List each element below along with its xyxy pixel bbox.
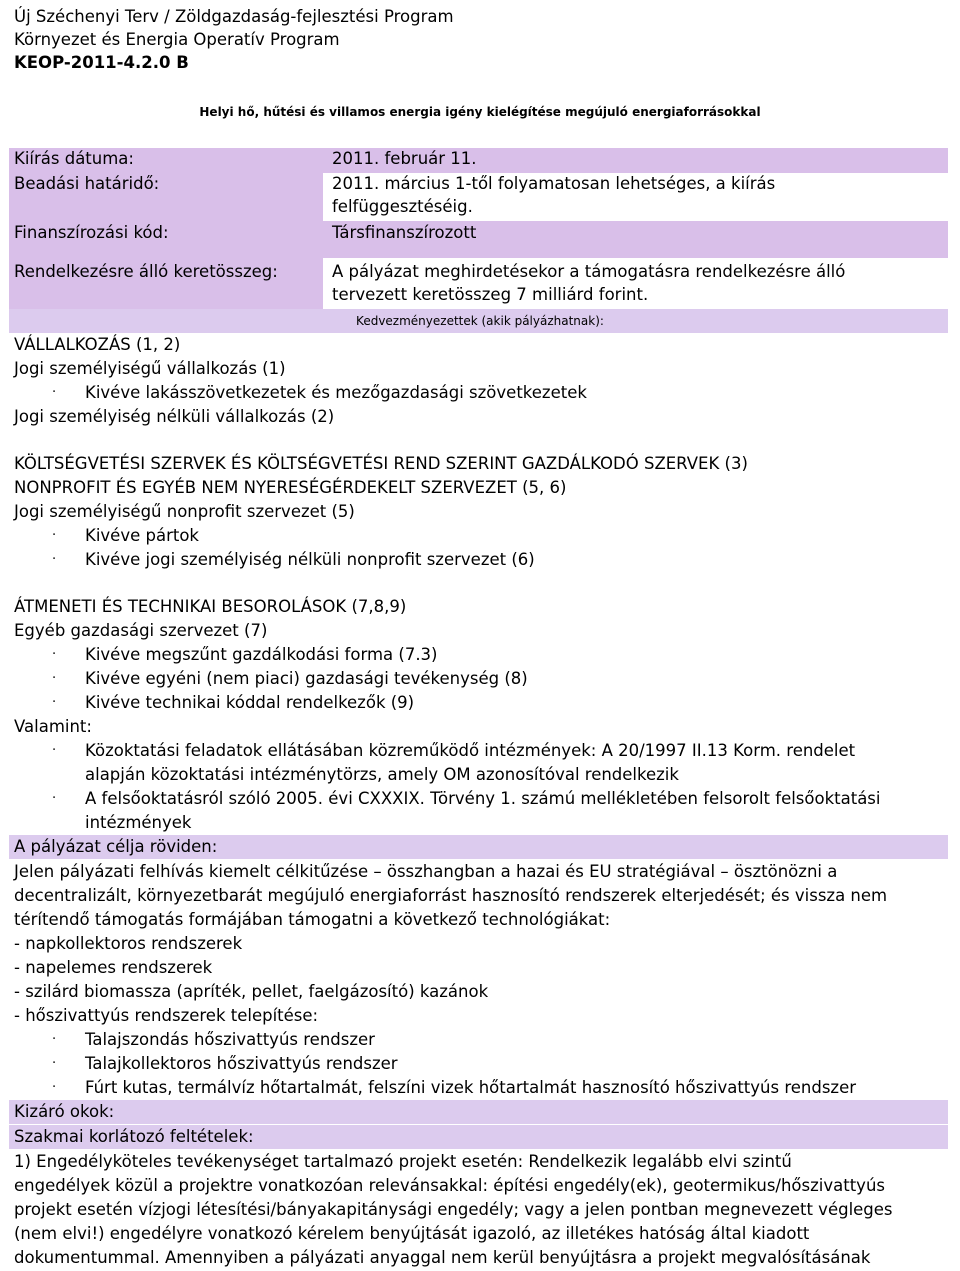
page-title: Helyi hő, hűtési és villamos energia igény kielégítése megújuló energiaforrásokkal [199,105,761,119]
purpose-heading: A pályázat célja röviden: [14,837,218,856]
list-item: - napelemes rendszerek [14,958,213,977]
list-item: Kivéve megszűnt gazdálkodási forma (7.3) [85,645,438,664]
financing-label: Finanszírozási kód: [14,223,169,242]
list-item: intézmények [85,813,192,832]
paragraph-line: Jelen pályázati felhívás kiemelt célkitűzése – összhangban a hazai és EU stratégiával – ösztönözni a [14,862,838,881]
bullet-icon: · [52,385,57,400]
bullet-icon: · [52,1080,57,1095]
list-item: KÖLTSÉGVETÉSI SZERVEK ÉS KÖLTSÉGVETÉSI REND SZERINT GAZDÁLKODÓ SZERVEK (3) [14,454,748,473]
list-item: - hőszivattyús rendszerek telepítése: [14,1006,319,1025]
exclusion-heading-bar [9,1100,948,1124]
date-label: Kiírás dátuma: [14,149,134,168]
list-item: Kivéve pártok [85,526,199,545]
paragraph-line: projekt esetén vízjogi létesítési/bányakapitánysági engedély; vagy a jelen pontban megnevezett végleges [14,1200,893,1219]
list-item: alapján közoktatási intézménytörzs, amely OM azonosítóval rendelkezik [85,765,679,784]
paragraph-line: 1) Engedélyköteles tevékenységet tartalmazó projekt esetén: Rendelkezik legalább elvi szintű [14,1152,792,1171]
bullet-icon: · [52,1032,57,1047]
list-item: Jogi személyiségű nonprofit szervezet (5) [14,502,355,521]
program-code: KEOP-2011-4.2.0 B [14,53,189,72]
budget-value-2: tervezett keretösszeg 7 milliárd forint. [332,285,649,304]
exclusion-heading: Kizáró okok: [14,1102,115,1121]
deadline-label: Beadási határidő: [14,174,160,193]
list-item: Egyéb gazdasági szervezet (7) [14,621,268,640]
bullet-icon: · [52,528,57,543]
list-item: Jogi személyiség nélküli vállalkozás (2) [14,407,335,426]
date-value: 2011. február 11. [332,149,477,168]
list-item: Kivéve jogi személyiség nélküli nonprofit szervezet (6) [85,550,535,569]
paragraph-line: (nem elvi!) engedélyre vonatkozó kérelem benyújtását igazoló, az illetékes hatóság által kiadott [14,1224,810,1243]
list-item: VÁLLALKOZÁS (1, 2) [14,335,181,354]
list-item: ÁTMENETI ÉS TECHNIKAI BESOROLÁSOK (7,8,9) [14,597,407,616]
bullet-icon: · [52,1056,57,1071]
list-item: Kivéve egyéni (nem piaci) gazdasági tevékenység (8) [85,669,528,688]
deadline-value-2: felfüggesztéséig. [332,197,473,216]
program-line-1: Új Széchenyi Terv / Zöldgazdaság-fejlesztési Program [14,7,454,26]
list-item: A felsőoktatásról szóló 2005. évi CXXXIX. Törvény 1. számú mellékletében felsorolt felsőoktatási [85,789,881,808]
beneficiaries-heading: Kedvezményezettek (akik pályázhatnak): [356,314,604,328]
bullet-icon: · [52,791,57,806]
paragraph-line: decentralizált, környezetbarát megújuló energiaforrást hasznosító rendszerek elterjedését; és vissza nem [14,886,888,905]
bullet-icon: · [52,647,57,662]
paragraph-line: dokumentummal. Amennyiben a pályázati anyaggal nem kerül benyújtásra a projekt megvalósításának [14,1248,871,1267]
budget-value-1: A pályázat meghirdetésekor a támogatásra rendelkezésre álló [332,262,846,281]
list-item: Talajszondás hőszivattyús rendszer [85,1030,375,1049]
budget-label: Rendelkezésre álló keretösszeg: [14,262,278,281]
bullet-icon: · [52,743,57,758]
list-item: - szilárd biomassza (apríték, pellet, faelgázosító) kazánok [14,982,489,1001]
list-item: Fúrt kutas, termálvíz hőtartalmát, felszíni vizek hőtartalmát hasznosító hőszivattyús rendszer [85,1078,857,1097]
list-item: Kivéve technikai kóddal rendelkezők (9) [85,693,415,712]
paragraph-line: térítendő támogatás formájában támogatni a következő technológiákat: [14,910,611,929]
financing-value: Társfinanszírozott [332,223,477,242]
bullet-icon: · [52,552,57,567]
list-item: Közoktatási feladatok ellátásában közreműködő intézmények: A 20/1997 II.13 Korm. rendelet [85,741,856,760]
list-item: Kivéve lakásszövetkezetek és mezőgazdasági szövetkezetek [85,383,587,402]
deadline-value-1: 2011. március 1-től folyamatosan lehetséges, a kiírás [332,174,776,193]
program-line-2: Környezet és Energia Operatív Program [14,30,340,49]
list-item: - napkollektoros rendszerek [14,934,243,953]
list-item: Valamint: [14,717,92,736]
list-item: NONPROFIT ÉS EGYÉB NEM NYERESÉGÉRDEKELT SZERVEZET (5, 6) [14,478,567,497]
paragraph-line: engedélyek közül a projektre vonatkozóan relevánsakkal: építési engedély(ek), geotermikus/hőszivattyús [14,1176,886,1195]
list-item: Jogi személyiségű vállalkozás (1) [14,359,286,378]
bullet-icon: · [52,671,57,686]
bullet-icon: · [52,695,57,710]
constraints-heading: Szakmai korlátozó feltételek: [14,1127,254,1146]
list-item: Talajkollektoros hőszivattyús rendszer [85,1054,398,1073]
